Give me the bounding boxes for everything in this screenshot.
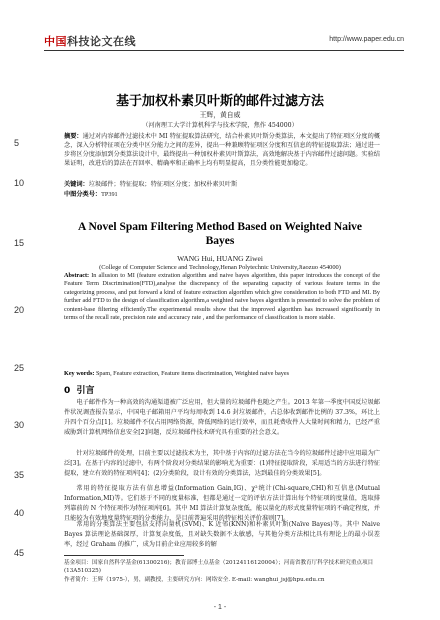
line-number: 40 [14, 508, 25, 518]
line-number: 5 [14, 138, 20, 148]
line-number: 25 [14, 363, 25, 373]
abstract-en [64, 272, 380, 322]
keywords-en-text: Spam, Feature extraction, Feature items discrimination, Weighted naive bayes [95, 370, 290, 377]
clc-number [64, 190, 380, 199]
footnote-rule [64, 555, 184, 556]
footnote-funding: 基金项目：国家自然科学基金(61300216)；教育部博士点基金（20124116120004）；河南省教育厅科学技术研究重点项目(13A510325) [64, 560, 374, 574]
line-number: 45 [14, 548, 25, 558]
line-number: 10 [14, 178, 25, 188]
body-paragraph-4: 常用的分类算法主要包括支持向量机(SVM)、K 近邻(KNN)和朴素贝叶斯(Naïve Bayes)等。其中 Naive Bayes 算法理论基础深厚，计算复杂度低，且对缺失数据不太敏感，与其他分类方法相比具有理论上的最小误差率，经过 Graham 的推广，成为目前企业应用较多的解 [64, 521, 380, 548]
authors-cn: 王辉，黄自威 [199, 111, 241, 119]
keywords-en [64, 370, 380, 378]
line-number: 30 [14, 420, 25, 430]
body-paragraph-1: 电子邮件作为一种高效的沟通渠道被广泛应用，但大量的垃圾邮件也随之产生。2013 年第一季度中国反垃圾邮件状况调查报告显示，中国电子邮箱用户平均每周收到 14.6 封垃圾邮件，占总体收到邮件比例的 37.3%，环比上升四个百分点[1]。垃圾邮件不仅占用网络资源，降低网络的运行效率，而且耗费收件人大量时间和精力，已经严重威胁到计算机网络信息安全[2]问题，反垃圾邮件技术研究具有重要的社会意义。 [64, 399, 380, 436]
clc-label: 中图分类号： [64, 191, 102, 198]
abstract-en-label: Abstract: [64, 272, 90, 279]
header-rule [44, 50, 404, 51]
line-number: 35 [14, 470, 25, 480]
abstract-en-text: In allusion to MI (feature extration algorithm and naive bayes algorithm, this paper introduces the concept of the Feature Term Discrimination(FTD),analyse the discrepancy of the separating capacity of various feature terms in the categorizing process, and put forward a kind of feature extraction algorithm which give consideration to both FTD and MI. By further add FTD to the design of classification algorithm,a weighted naive bayes algorithm is presented to solve the problem of content-base filtering efficiently.The experimental results show that the improved algorithm has increased significantly in terms of the recall rate, precision rate and accuracy rate , and the performance of classification is more stable. [64, 272, 380, 322]
section-heading [64, 383, 95, 396]
footnote-author: 作者简介：王辉（1975-），男，副教授，主要研究方向：网络安全. E-mail: wanghui_jsj@hpu.edu.cn [64, 577, 325, 583]
paper-title-cn: 基于加权朴素贝叶斯的邮件过滤方法 [115, 94, 324, 109]
keywords-cn-text: 垃圾邮件；特征提取；特征项区分度；加权朴素贝叶斯 [88, 181, 238, 188]
logo-zh-mark: 中国 [44, 35, 67, 48]
keywords-cn-label: 关键词： [64, 181, 89, 188]
site-logo[interactable] [44, 33, 136, 49]
site-url[interactable]: http://www.paper.edu.cn [329, 36, 404, 43]
affiliation-cn: （河南理工大学计算机科学与技术学院，焦作 454000） [142, 122, 298, 129]
abstract-cn-text: 通过对内容邮件过滤技术中 MI 特征提取算法研究，结合朴素贝叶斯分类算法，本文提出了特征项区分度的概念，深入分析特征项在分类中区分能力之间的差异，提出一种兼顾特征项区分度和互信息的特征提取算法；通过进一步将区分度添加到分类算法设计中，最终提出一种加权朴素贝叶斯算法，高效地解决基于内容邮件过滤问题。实验结果证明，改进后的算法在召回率、精确率和正确率上均有明显提高，且分类性能更加稳定。 [64, 133, 381, 167]
abstract-cn [64, 132, 380, 168]
page-number: - 1 - [213, 604, 227, 611]
page-header [0, 0, 440, 52]
clc-text: TP391 [101, 191, 118, 198]
line-number: 15 [14, 238, 25, 248]
abstract-cn-label: 摘要： [64, 133, 83, 140]
logo-site-name: 科技论文在线 [67, 35, 136, 48]
paper-title-en: A Novel Spam Filtering Method Based on Weighted Naive Bayes [77, 221, 363, 247]
keywords-cn [64, 180, 380, 189]
section-number: 0 [64, 386, 71, 396]
authors-en: WANG Hui, HUANG Ziwei [177, 254, 263, 263]
section-title: 引言 [76, 386, 95, 396]
keywords-en-label: Key words: [64, 370, 95, 377]
affiliation-en: (College of Computer Science and Technology,Henan Polytechnic University,Jiaozuo 454000) [99, 264, 341, 271]
body-paragraph-2: 针对垃圾邮件的处理，目前主要以过滤技术为主，其中基于内容的过滤方法在当今的垃圾邮件过滤中应用最为广泛[3]。在基于内容的过滤中，有两个阶段对分类结果的影响尤为重要：(1)特征提取阶段，采用适当的方法进行特征提取，建立有效的特征项库[4]；(2)分类阶段，设计有效的分类算法，达到最佳的分类效果[5]。 [64, 450, 380, 477]
body-paragraph-3: 常用的特征提取方法有信息增益(Information Gain,IG)、χ²统计(Chi-square,CHI)和互信息(Mutual Information,MI)等。它们基于不同的度量标准，但都是通过一定的评估方法计算出每个特征项的度量值，选取排列靠前的 N 个特征项作为特征项库[6]。其中 MI 算法计算复杂度低，能以量化的形式度量特征项的不确定程度，并且能较为有效地度量特征项的分类能力，是目前普遍采用的特征相关评价准则[7]。 [64, 485, 380, 522]
line-number: 20 [14, 305, 25, 315]
